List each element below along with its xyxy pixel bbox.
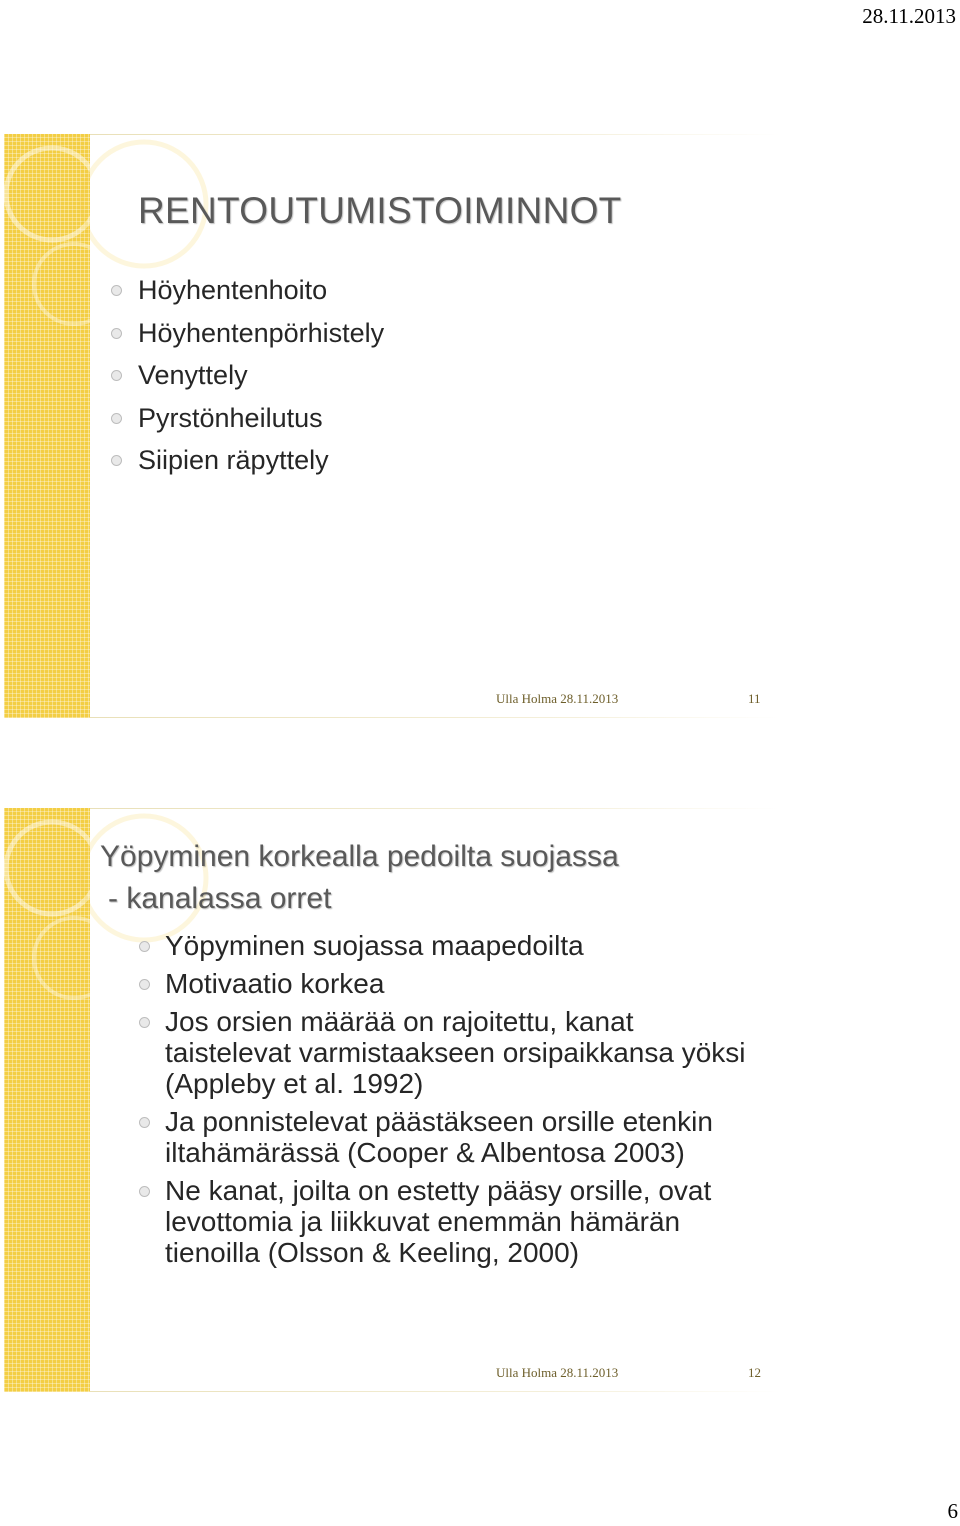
slide-bottom-rule xyxy=(90,1391,780,1392)
slide-footer: Ulla Holma 28.11.2013 xyxy=(496,691,619,706)
bullet-icon xyxy=(111,285,122,296)
slide-number: 12 xyxy=(748,1365,761,1380)
list-item: Ja ponnistelevat päästäkseen orsille etenkin iltahämärässä (Cooper & Albentosa 2003) xyxy=(165,1106,765,1168)
bullet-icon xyxy=(111,413,122,424)
slide-title xyxy=(100,836,619,920)
bullet-icon xyxy=(139,1117,150,1128)
slide-top-rule xyxy=(90,134,780,135)
bullet-list xyxy=(165,930,765,1275)
bullet-icon xyxy=(111,455,122,466)
slide-top-rule xyxy=(90,808,780,809)
slide-11 xyxy=(4,134,780,718)
slide-subtitle-line: - kanalassa orret xyxy=(108,882,332,915)
slide-title-line: Yöpyminen korkealla pedoilta suojassa xyxy=(100,840,619,873)
bullet-icon xyxy=(139,1186,150,1197)
list-item: Höyhentenhoito xyxy=(138,272,384,315)
slide-decorative-band xyxy=(4,134,90,718)
bullet-icon xyxy=(139,1017,150,1028)
slide-12 xyxy=(4,808,780,1392)
bullet-icon xyxy=(111,370,122,381)
list-item: Yöpyminen suojassa maapedoilta xyxy=(165,930,765,961)
list-item: Jos orsien määrää on rajoitettu, kanat taistelevat varmistaakseen orsipaikkansa yöksi (Appleby et al. 1992) xyxy=(165,1006,765,1099)
list-item: Motivaatio korkea xyxy=(165,968,765,999)
slide-decorative-band xyxy=(4,808,90,1392)
list-item: Höyhentenpörhistely xyxy=(138,315,384,358)
list-item: Ne kanat, joilta on estetty pääsy orsille, ovat levottomia ja liikkuvat enemmän hämärän tienoilla (Olsson & Keeling, 2000) xyxy=(165,1175,765,1268)
bullet-icon xyxy=(139,941,150,952)
slide-footer: Ulla Holma 28.11.2013 xyxy=(496,1365,619,1380)
slide-bottom-rule xyxy=(90,717,780,718)
slide-title: RENTOUTUMISTOIMINNOT xyxy=(138,190,622,231)
bullet-icon xyxy=(139,979,150,990)
bullet-icon xyxy=(111,328,122,339)
page-number: 6 xyxy=(947,1499,958,1523)
list-item: Venyttely xyxy=(138,357,384,400)
bullet-list xyxy=(138,272,384,485)
page-date: 28.11.2013 xyxy=(862,4,956,28)
list-item: Pyrstönheilutus xyxy=(138,400,384,443)
list-item: Siipien räpyttely xyxy=(138,442,384,485)
slide-number: 11 xyxy=(748,691,761,706)
